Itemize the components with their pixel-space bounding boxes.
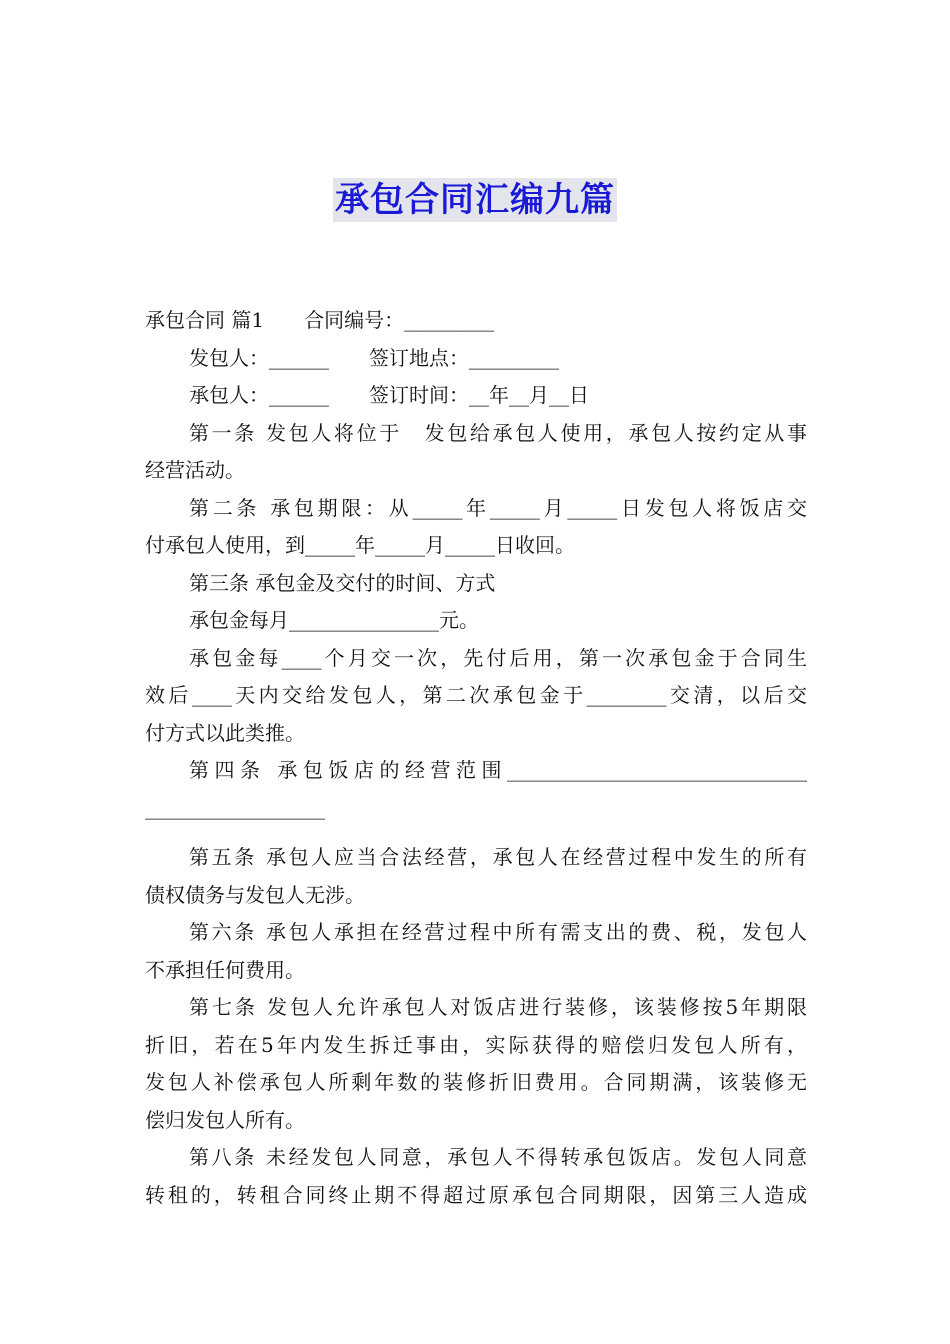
article-2-line-1: 第二条 承包期限：从_____年_____月_____日发包人将饭店交 <box>189 495 807 520</box>
article-7-line-3: 发包人补偿承包人所剩年数的装修折旧费用。合同期满，该装修无 <box>145 1070 807 1094</box>
article-2-line-2: 付承包人使用，到_____年_____月_____日收回。 <box>145 533 575 557</box>
article-5-line-2: 债权债务与发包人无涉。 <box>145 882 365 907</box>
contractor-line: 承包人：______ 签订时间：__年__月__日 <box>189 383 589 407</box>
paragraph-gap <box>145 827 807 839</box>
article-3-monthly-fee: 承包金每月_______________元。 <box>189 608 479 632</box>
article-7-line-1: 第七条 发包人允许承包人对饭店进行装修，该装修按5年期限 <box>189 995 807 1019</box>
article-7-line-4: 偿归发包人所有。 <box>145 1107 305 1132</box>
article-4-line-2: __________________ <box>145 795 325 820</box>
document-title: 承包合同汇编九篇 <box>335 180 615 220</box>
article-7-line-2: 折旧，若在5年内发生拆迁事由，实际获得的赔偿归发包人所有， <box>145 1032 807 1057</box>
article-8-line-2: 转租的，转租合同终止期不得超过原承包合同期限，因第三人造成 <box>145 1182 807 1207</box>
issuer-line: 发包人：______ 签订地点：_________ <box>189 345 559 370</box>
article-5-line-1: 第五条 承包人应当合法经营，承包人在经营过程中发生的所有 <box>189 845 807 869</box>
article-3-line-3: 付方式以此类推。 <box>145 720 305 745</box>
contract-header-line: 承包合同 篇1 合同编号：_________ <box>145 308 495 332</box>
article-3-line-2: 效后____天内交给发包人，第二次承包金于________交清，以后交 <box>145 683 807 707</box>
article-3-heading: 第三条 承包金及交付的时间、方式 <box>189 570 496 595</box>
article-4-line-1: 第四条 承包饭店的经营范围______________________________ <box>189 758 807 782</box>
document-body <box>145 302 807 1214</box>
article-1-line-2: 经营活动。 <box>145 458 245 482</box>
article-3-line-1: 承包金每____个月交一次，先付后用，第一次承包金于合同生 <box>189 645 807 670</box>
article-1-line-1: 第一条 发包人将位于 发包给承包人使用，承包人按约定从事 <box>189 420 807 445</box>
article-6-line-1: 第六条 承包人承担在经营过程中所有需支出的费、税，发包人 <box>189 920 807 944</box>
article-8-line-1: 第八条 未经发包人同意，承包人不得转承包饭店。发包人同意 <box>189 1145 807 1169</box>
title-container <box>0 178 950 222</box>
article-6-line-2: 不承担任何费用。 <box>145 957 305 982</box>
